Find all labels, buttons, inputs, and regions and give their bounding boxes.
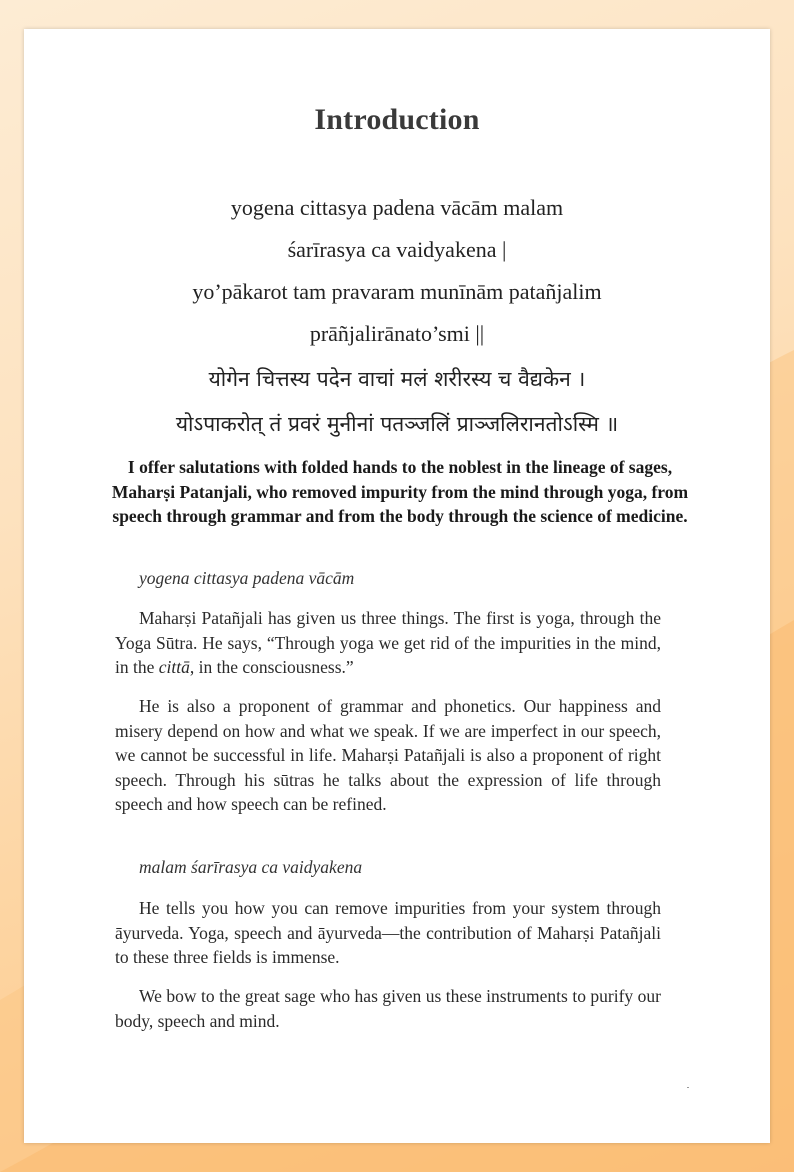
- document-page: [24, 29, 770, 1143]
- verse-translation: I offer salutations with folded hands to the noblest in the lineage of sages, Maharṣi Patanjali, who removed impurity from the mind through yoga, from speech through grammar and from the body through the science of medicine.: [111, 457, 689, 526]
- quote-2: malam śarīrasya ca vaidyakena: [139, 857, 363, 877]
- paragraph-3: He tells you how you can remove impurities from your system through āyurveda. Yoga, speech and āyurveda—the contribution of Maharṣi Patañjali to these three fields is immense.: [115, 898, 661, 967]
- page-mark: [687, 1087, 689, 1088]
- paragraph-1-text-b: , in the consciousness.”: [189, 657, 354, 677]
- paragraph-1-text-a: Maharṣi Patañjali has given us three things. The first is yoga, through the Yoga Sūtra. He says, “Through yoga we get rid of the impurities in the mind, in the: [115, 608, 661, 677]
- verse-line-4: prāñjalirānato’smi ||: [309, 321, 485, 346]
- verse-line-2: śarīrasya ca vaidyakena |: [287, 237, 507, 262]
- paragraph-4: We bow to the great sage who has given us these instruments to purify our body, speech and mind.: [115, 986, 661, 1031]
- page-title: Introduction: [314, 103, 480, 136]
- verse-line-3: yo’pākarot tam pravaram munīnām patañjalim: [192, 279, 602, 304]
- devanagari-line-1: योगेन चित्तस्य पदेन वाचां मलं शरीरस्य च वैद्यकेन ।: [208, 367, 586, 391]
- verse-line-1: yogena cittasya padena vācām malam: [230, 195, 564, 220]
- paragraph-2: He is also a proponent of grammar and phonetics. Our happiness and misery depend on how and what we speak. If we are imperfect in our speech, we cannot be successful in life. Maharṣi Patañjali is also a proponent of right speech. Through his sūtras he talks about the expression of life through speech and how speech can be refined.: [115, 696, 661, 814]
- paragraph-1: [115, 606, 661, 680]
- devanagari-line-2: योऽपाकरोत् तं प्रवरं मुनीनां पतञ्जलिं प्राञ्जलिरानतोऽस्मि ॥: [175, 412, 619, 436]
- paragraph-1-emphasis: cittā: [158, 657, 190, 677]
- quote-1: yogena cittasya padena vācām: [139, 568, 355, 588]
